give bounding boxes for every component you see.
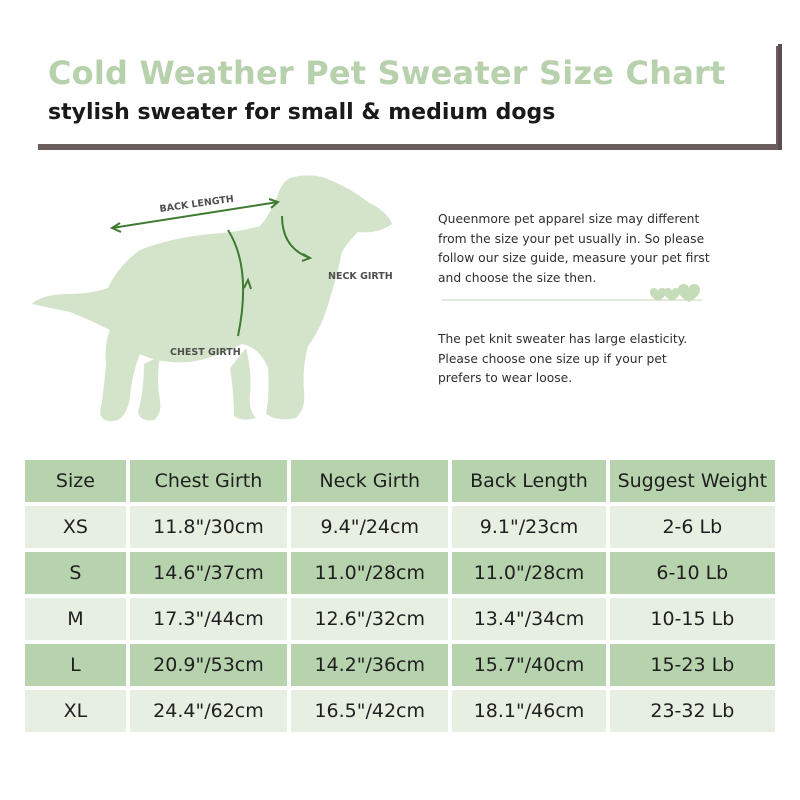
cell-suggest-weight: 15-23 Lb [610,644,775,686]
cell-back-length: 18.1"/46cm [452,690,605,732]
cell-chest-girth: 14.6"/37cm [130,552,287,594]
table-row [25,506,775,548]
dog-measurement-illustration [20,168,420,438]
note-line: from the size your pet usually in. So please [438,231,705,246]
page-subtitle: stylish sweater for small & medium dogs [48,100,556,125]
cell-back-length: 13.4"/34cm [452,598,605,640]
neck-girth-label: NECK GIRTH [328,271,393,282]
column-header-size: Size [25,460,126,502]
cell-size: XL [25,690,126,732]
cell-back-length: 9.1"/23cm [452,506,605,548]
cell-chest-girth: 17.3"/44cm [130,598,287,640]
cell-suggest-weight: 2-6 Lb [610,506,775,548]
table-row [25,690,775,732]
cell-suggest-weight: 23-32 Lb [610,690,775,732]
cell-neck-girth: 16.5"/42cm [291,690,448,732]
cell-suggest-weight: 6-10 Lb [610,552,775,594]
note-line: and choose the size then. [438,270,597,285]
note-line: The pet knit sweater has large elasticity. [438,332,688,346]
cell-chest-girth: 20.9"/53cm [130,644,287,686]
note-line: prefers to wear loose. [438,371,573,385]
size-guide-note [438,210,778,288]
cell-neck-girth: 11.0"/28cm [291,552,448,594]
column-header-back-length: Back Length [452,460,605,502]
note-line: Please choose one size up if your pet [438,351,667,366]
column-header-suggest-weight: Suggest Weight [610,460,775,502]
page-title: Cold Weather Pet Sweater Size Chart [48,54,726,92]
chest-girth-label: CHEST GIRTH [170,347,241,358]
column-header-neck-girth: Neck Girth [291,460,448,502]
note-line: follow our size guide, measure your pet first [438,251,710,265]
note-line: Queenmore pet apparel size may different [438,212,700,226]
table-row [25,552,775,594]
cell-back-length: 11.0"/28cm [452,552,605,594]
size-chart-table [21,456,779,736]
three-hearts-icon [440,282,710,306]
cell-size: S [25,552,126,594]
table-header-row [25,460,775,502]
cell-neck-girth: 14.2"/36cm [291,644,448,686]
elasticity-note [438,330,778,389]
header-card [32,40,776,144]
cell-size: M [25,598,126,640]
table-row [25,644,775,686]
column-header-chest-girth: Chest Girth [130,460,287,502]
cell-size: L [25,644,126,686]
cell-neck-girth: 9.4"/24cm [291,506,448,548]
cell-size: XS [25,506,126,548]
table-row [25,598,775,640]
cell-suggest-weight: 10-15 Lb [610,598,775,640]
cell-neck-girth: 12.6"/32cm [291,598,448,640]
back-length-label: BACK LENGTH [158,193,235,215]
cell-chest-girth: 11.8"/30cm [130,506,287,548]
cell-chest-girth: 24.4"/62cm [130,690,287,732]
cell-back-length: 15.7"/40cm [452,644,605,686]
